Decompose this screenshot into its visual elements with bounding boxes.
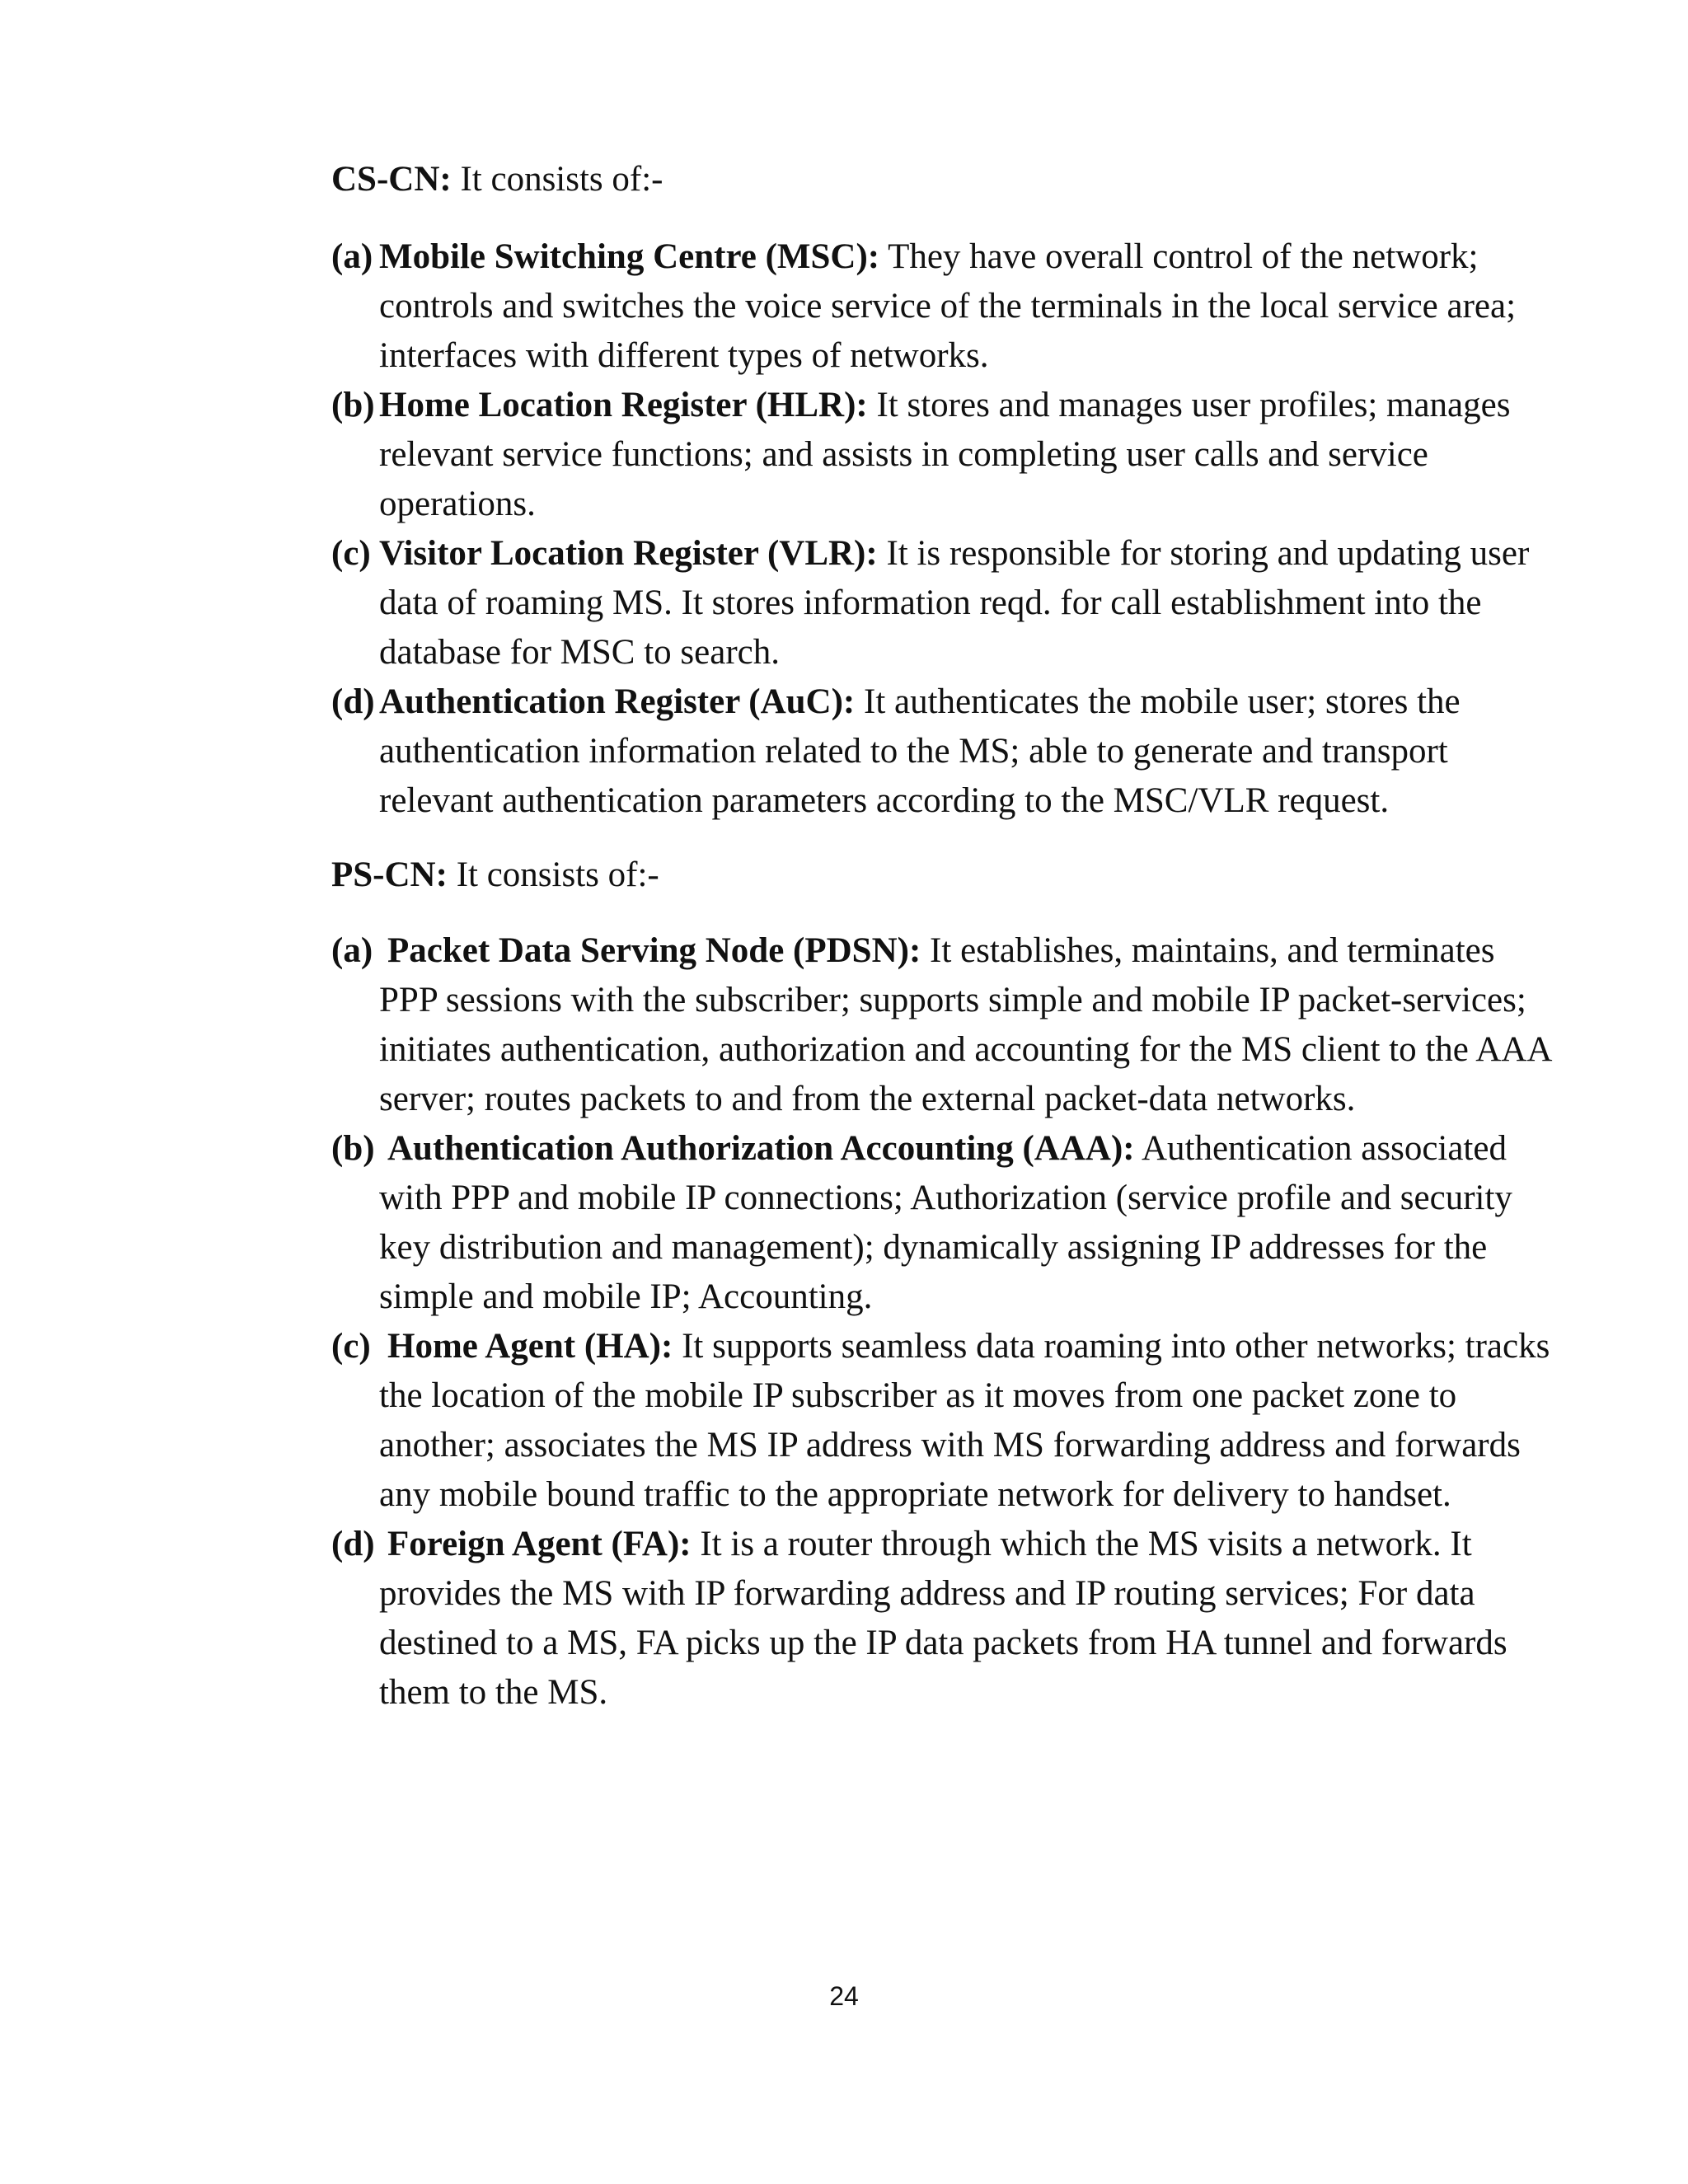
list-marker: (a) [331, 237, 373, 276]
cs-cn-item-hlr [331, 381, 1551, 529]
item-text: It stores and manages user profiles; manages relevant service functions; and assists in completing user calls and service operations. [379, 386, 1511, 523]
list-marker: (c) [331, 534, 371, 573]
cs-cn-item-msc [331, 232, 1551, 381]
ps-cn-heading-intro: It consists of:- [447, 855, 659, 894]
ps-cn-list [331, 926, 1551, 1718]
item-term: Foreign Agent (FA): [387, 1525, 692, 1563]
cs-cn-heading [331, 155, 663, 204]
list-marker: (d) [331, 682, 375, 721]
ps-cn-heading [331, 851, 659, 900]
item-term: Home Agent (HA): [387, 1327, 673, 1366]
ps-cn-item-pdsn [331, 926, 1551, 1124]
list-marker: (d) [331, 1525, 375, 1563]
item-text: They have overall control of the network; controls and switches the voice service of the terminals in the local service area; interfaces with different types of networks. [379, 237, 1517, 375]
ps-cn-heading-label: PS-CN: [331, 855, 448, 894]
item-term: Packet Data Serving Node (PDSN): [387, 931, 921, 970]
item-term: Visitor Location Register (VLR): [379, 534, 878, 573]
ps-cn-item-aaa [331, 1124, 1551, 1322]
cs-cn-item-auc [331, 677, 1551, 826]
ps-cn-item-ha [331, 1322, 1551, 1520]
page-number: 24 [829, 1981, 859, 2011]
item-text: It establishes, maintains, and terminates PPP sessions with the subscriber; supports simple and mobile IP packet-services; initiates authentication, authorization and accounting for the MS client to the AAA server; routes packets to and from the external packet-data networks. [379, 931, 1551, 1118]
list-marker: (b) [331, 386, 375, 424]
item-text: Authentication associated with PPP and mobile IP connections; Authorization (service profile and security key distribution and management); dynamically assigning IP addresses for the simple and mobile IP; Accounting. [379, 1129, 1512, 1316]
item-text: It supports seamless data roaming into other networks; tracks the location of the mobile IP subscriber as it moves from one packet zone to another; associates the MS IP address with MS forwarding address and forwards any mobile bound traffic to the appropriate network for delivery to handset. [379, 1327, 1550, 1514]
cs-cn-list [331, 232, 1551, 826]
ps-cn-item-fa [331, 1520, 1551, 1718]
item-text: It is responsible for storing and updating user data of roaming MS. It stores information reqd. for call establishment into the database for MSC to search. [379, 534, 1530, 672]
cs-cn-item-vlr [331, 529, 1551, 677]
item-text: It is a router through which the MS visits a network. It provides the MS with IP forwarding address and IP routing services; For data destined to a MS, FA picks up the IP data packets from HA tunnel and forwards them to the MS. [379, 1525, 1507, 1712]
list-marker: (a) [331, 931, 373, 970]
list-marker: (c) [331, 1327, 371, 1366]
cs-cn-heading-intro: It consists of:- [451, 160, 663, 199]
item-text: It authenticates the mobile user; stores the authentication information related to the MS; able to generate and transport relevant authentication parameters according to the MSC/VLR request. [379, 682, 1461, 820]
item-term: Home Location Register (HLR): [379, 386, 868, 424]
list-marker: (b) [331, 1129, 375, 1168]
cs-cn-heading-label: CS-CN: [331, 160, 452, 199]
item-term: Mobile Switching Centre (MSC): [379, 237, 880, 276]
item-term: Authentication Register (AuC): [379, 682, 856, 721]
item-term: Authentication Authorization Accounting (AAA): [387, 1129, 1135, 1168]
